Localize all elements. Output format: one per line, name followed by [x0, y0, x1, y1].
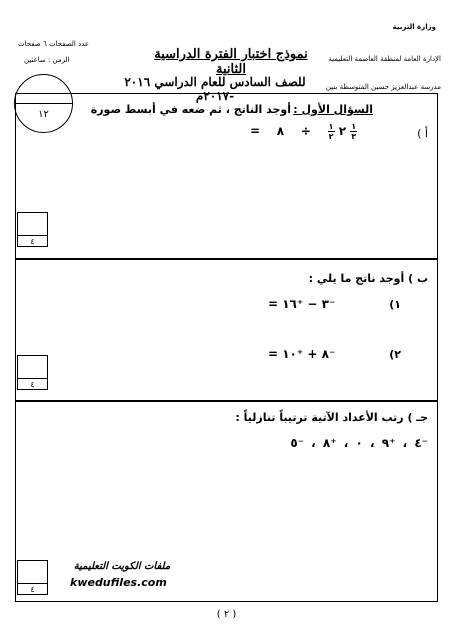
watermark-arabic: ملفات الكويت التعليمية: [73, 561, 171, 572]
grade-line: للصف السادس للعام الدراسي ٢٠١٦ -٢٠١٧م: [124, 75, 306, 103]
q1-equals: =: [250, 124, 261, 138]
directorate-label: الإدارة العامة لمنطقة العاصمة التعليمية: [328, 55, 441, 63]
pages-count: عدد الصفحات ٦ صفحات: [18, 40, 90, 48]
watermark-latin: kwedufiles.com: [70, 576, 167, 589]
q1-heading: السؤال الأول :: [293, 103, 373, 116]
q1-whole2: ٢: [338, 124, 347, 138]
exam-title: نموذج اختبار الفترة الدراسية الثانية: [154, 47, 308, 77]
ministry-label: وزارة التربية: [392, 23, 436, 31]
q2-item2-expression: ⁻٨ + ⁺١٠ =: [268, 347, 336, 361]
q1-instruction: أوجد الناتج ، ثم ضعه في أبسط صورة: [90, 103, 291, 116]
total-score-value: ١٢: [38, 109, 49, 120]
q1-score-box: [17, 212, 48, 247]
q2-score-value: ٤: [30, 380, 35, 389]
q3-score-value: ٤: [30, 585, 35, 594]
q1-whole1: ٨: [276, 124, 285, 138]
q3-label: جـ ) رتب الأعداد الآتية ترتيباً تنازلياً :: [235, 411, 428, 424]
q3-numbers: ⁻٤ ، ⁺٩ ، ٠ ، ⁺٨ ، ⁻٥: [290, 436, 428, 450]
exam-time: الزمن : ساعتين: [24, 56, 70, 64]
q3-score-box: [17, 560, 48, 595]
q1-label: أ ): [417, 127, 428, 140]
school-label: مدرسة عبدالعزيز حسين المتوسطة بنين: [325, 83, 441, 91]
q1-fraction1: $\frac{١}{٣}$: [351, 122, 357, 141]
q2-item2-number: ٢): [389, 348, 401, 361]
q1-expression: [250, 122, 357, 141]
q1-score-value: ٤: [30, 237, 35, 246]
q1-operator: ÷: [300, 124, 311, 138]
q2-score-box: [17, 355, 48, 390]
section-q1: [15, 93, 438, 259]
q2-item1-number: ١): [389, 298, 401, 311]
q2-label: ب ) أوجد ناتج ما يلي :: [308, 272, 428, 285]
q1-fraction2: $\frac{١}{٢}$: [328, 122, 334, 141]
page-number: ( ٢ ): [216, 609, 237, 620]
q2-item1-expression: ⁻٣ − ⁺١٦ =: [268, 297, 336, 311]
